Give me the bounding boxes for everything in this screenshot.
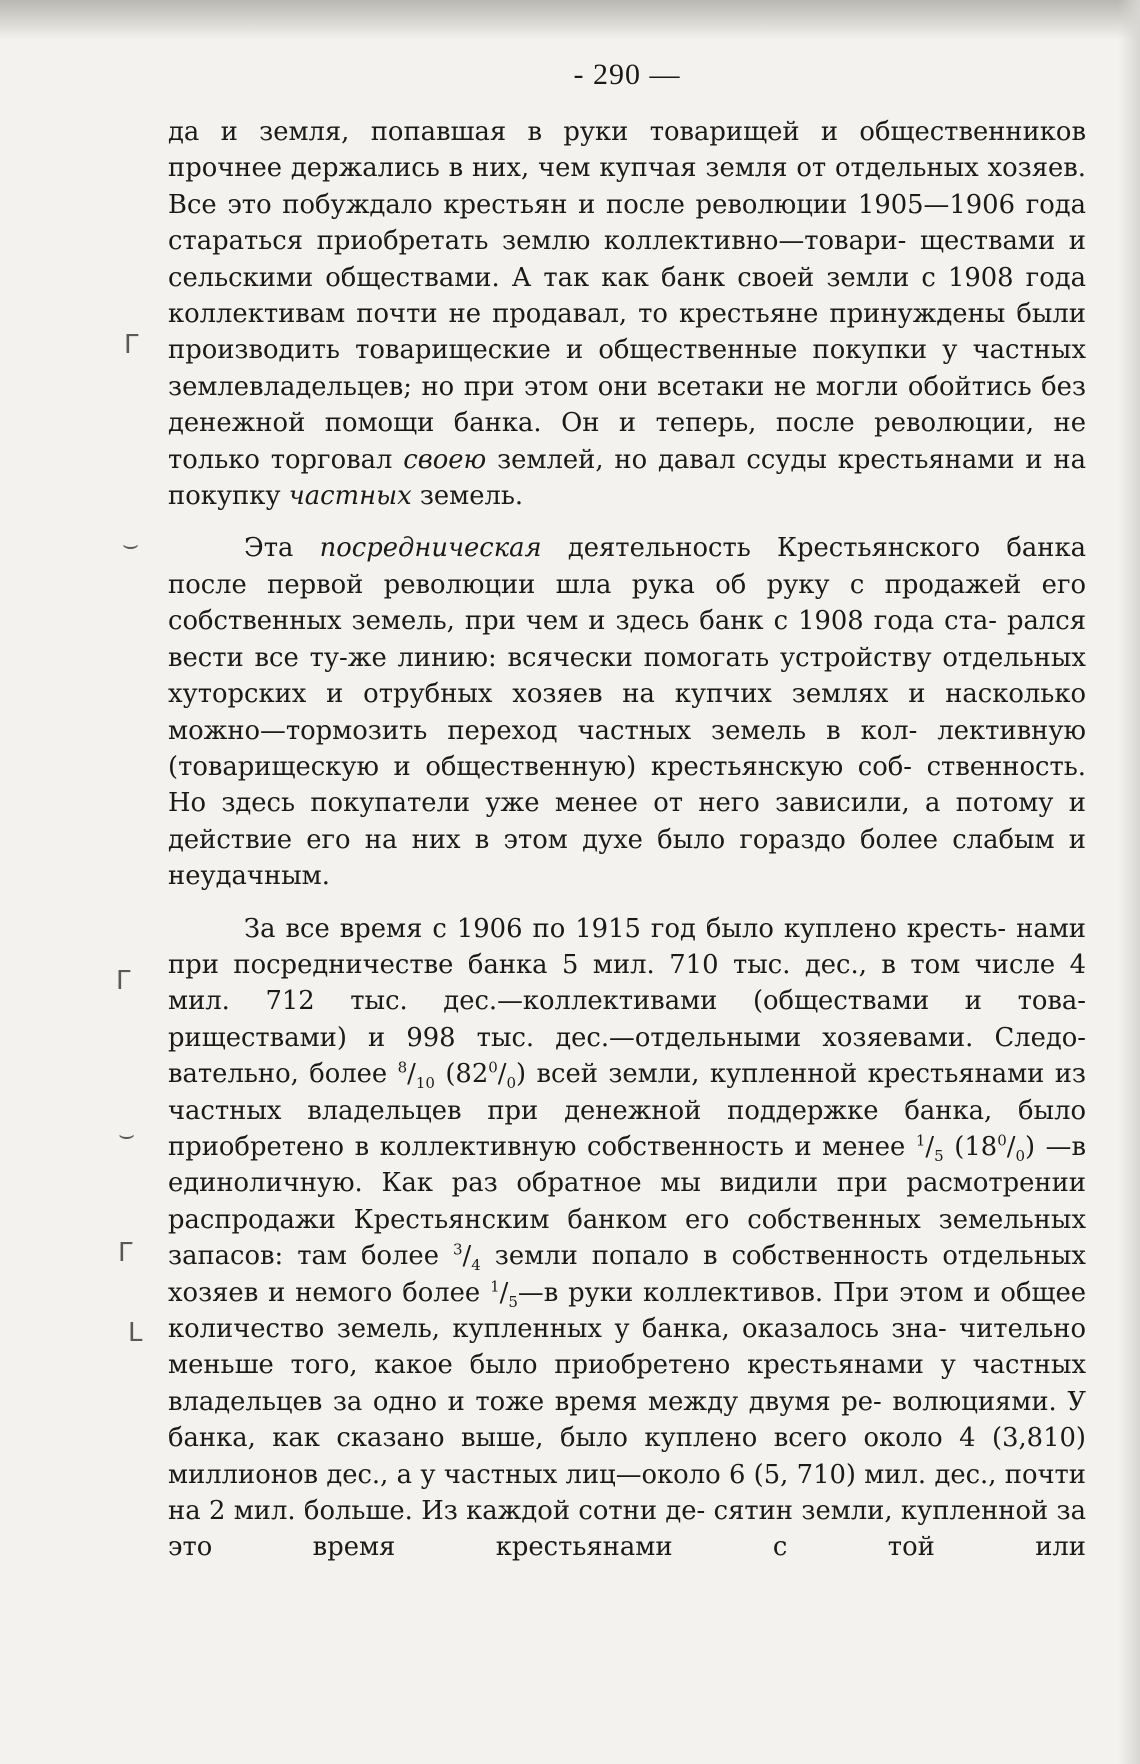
page-edge [1118, 0, 1140, 1764]
document-page [168, 58, 1086, 1566]
paragraph-3-text-3: ) всей земли, купленной крестьянами из частных владельцев при денежной поддержке банка, было приобретено в коллективную собственность и менее [168, 1059, 1087, 1162]
paragraph-2-text-1: Эта [244, 533, 320, 564]
paragraph-2 [168, 530, 1086, 894]
margin-mark: ⌣ [122, 530, 140, 560]
paragraph-3-text-2: (82 [434, 1059, 489, 1090]
margin-mark: Г [118, 1238, 134, 1268]
paragraph-3: За все время с 1906 по 1915 год было куплено кресть- нами при посредничестве банка 5 мил. 710 тыс. дес., в том числе 4 мил. 712 тыс. дес.—коллективами (обществами и това- риществами) и 998 тыс. дес.—отдельными хозяевами. Следо- вательно, более $^8/_{10}$ $(82^0/_0)$ всей земли, купленной крестьянами из частных владельцев при денежной поддержке банка, было приобретено в коллективную собственность и менее $^1/_5$ $(18^0/_0)$ —в единоличную. Как раз обратное мы видили при расмотрении распродажи Крестьянским банком его собственных земельных запасов: там более $^3/_4$ земли попало в собственность отдельных хозяев и немого более $^1/_5—в$ руки коллективов. При этом и общее количество земель, купленных у банка, оказалось зна- чительно меньше того, какое было приобретено крестьянами у частных владельцев за одно и тоже время между двумя ре- волюциями. У банка, как сказано выше, было куплено всего около 4 (3,810) миллионов дес., а у частных лиц—около 6 (5, 710) мил. дес., почти на 2 мил. больше. Из каждой сотни де- сятин земли, купленной за это время крестьянами с той или [168, 913, 1087, 1563]
paragraph-3-text-1: За все время с 1906 по 1915 год было куплено кресть- нами при посредничестве банка 5 мил. 710 тыс. дес., в том числе 4 мил. 712 тыс. дес.—коллективами (обществами и това- риществами) и 998 тыс. дес.—отдельными хозяевами. Следо- вательно, более [168, 913, 1086, 1090]
fraction-numerator: 1 [490, 1277, 500, 1295]
fraction-numerator: 8 [397, 1058, 408, 1077]
fraction-denominator: 5 [508, 1292, 518, 1311]
fraction-numerator: 3 [452, 1240, 463, 1259]
fraction-denominator: 4 [471, 1256, 481, 1275]
paragraph-3-text-7: —в руки коллективов. При этом и общее количество земель, купленных у банка, оказалось зна- чительно меньше того, какое было приобретено крестьянами у частных владельцев за одно и тоже время между двумя ре- волюциями. У банка, как сказано выше, было куплено всего около 4 (3,810) миллионов дес., а у частных лиц—около 6 (5, 710) мил. дес., почти на 2 мил. больше. Из каждой сотни де- сятин земли, купленной за это время крестьянами с той или [168, 1277, 1086, 1563]
fraction-numerator: 1 [915, 1131, 926, 1150]
percent-bottom: 0 [506, 1074, 517, 1093]
paragraph-2-text-2: деятельность Крестьянского банка после первой революции шла рука об руку с продажей его собственных земель, при чем и здесь банк с 1908 года ста- рался вести все ту-же линию: всячески помогать устройству отдельных хуторских и отрубных хозяев на купчих землях и насколько можно—тормозить переход частных земель в кол- лективную (товарищескую и общественную) крестьянскую соб- ственность. Но здесь покупатели уже менее от него зависили, а потому и действие его на них в этом духе было гораздо более слабым и неудачным. [168, 533, 1087, 892]
margin-mark: L [128, 1318, 143, 1348]
paragraph-3-text-4: (18 [943, 1131, 998, 1162]
paragraph-3-text-5: ) —в единоличную. Как раз обратное мы видили при расмотрении распродажи Крестьянским банком его собственных земельных запасов: там более [168, 1131, 1086, 1272]
paragraph-1-italic-1: своею [403, 444, 487, 475]
paragraph-2-italic-1: посредническая [319, 533, 542, 564]
page-number: - 290 — [573, 58, 681, 91]
paragraph-1-text-2: землей, но давал ссуды крестьянами и на покупку [168, 444, 1086, 512]
paragraph-1-italic-2: частных [288, 481, 412, 512]
paragraph-1 [168, 114, 1086, 514]
scan-shadow [0, 0, 1140, 40]
percent-bottom: 0 [1015, 1147, 1025, 1166]
fraction-denominator: 10 [415, 1074, 435, 1093]
margin-mark: Г [124, 330, 140, 360]
margin-mark: ⌣ [118, 1120, 136, 1150]
paragraph-1-text-1: да и земля, попавшая в руки товарищей и общественников прочнее держались в них, чем купчая земля от отдельных хозяев. Все это побуждало крестьян и после революции 1905—1906 года стараться приобретать землю коллективно—товари- ществами и сельскими обществами. А так как банк своей земли с 1908 года коллективам почти не продавал, то крестьяне принуждены были производить товарищеские и общественные покупки у частных землевладельцев; но при этом они всетаки не могли обойтись без денежной помощи банка. Он и теперь, после революции, не только торговал [168, 117, 1086, 475]
paragraph-1-text-3: земель. [411, 481, 524, 512]
fraction-denominator: 5 [934, 1147, 944, 1166]
paragraph-3-text-6: земли попало в собственность отдельных хозяев и немого более [168, 1241, 1086, 1308]
percent-top: 0 [997, 1131, 1007, 1150]
percent-top: 0 [488, 1058, 498, 1077]
margin-mark: Г [116, 966, 132, 996]
